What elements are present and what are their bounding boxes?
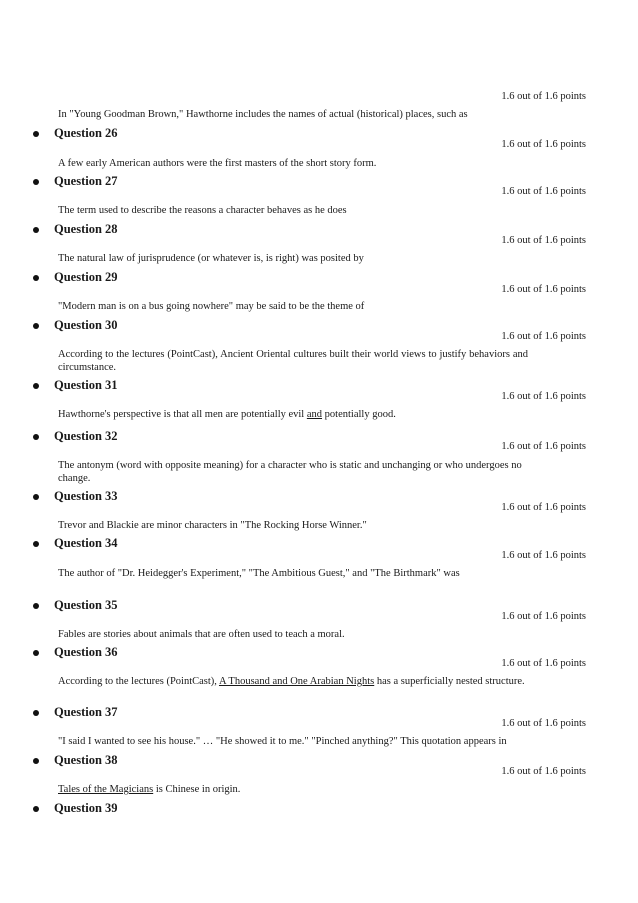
points-score: 1.6 out of 1.6 points bbox=[501, 441, 586, 452]
question-text: According to the lectures (PointCast), A Thousand and One Arabian Nights has a superficially nested structure. bbox=[58, 676, 525, 687]
points-score: 1.6 out of 1.6 points bbox=[501, 718, 586, 729]
question-title: Question 37 bbox=[54, 705, 118, 719]
question-text: Tales of the Magicians is Chinese in origin. bbox=[58, 784, 241, 795]
question-title: Question 35 bbox=[54, 598, 118, 612]
question-text: According to the lectures (PointCast), Ancient Oriental cultures built their world views to justify behaviors and circumstance. bbox=[58, 349, 528, 373]
bullet-icon bbox=[33, 275, 39, 281]
bullet-icon bbox=[33, 131, 39, 137]
bullet-icon bbox=[33, 806, 39, 812]
bullet-icon bbox=[33, 710, 39, 716]
bullet-icon bbox=[33, 494, 39, 500]
points-score: 1.6 out of 1.6 points bbox=[501, 91, 586, 102]
question-text: "I said I wanted to see his house." … "He showed it to me." "Pinched anything?" This quotation appears in bbox=[58, 736, 507, 747]
question-text: The antonym (word with opposite meaning) for a character who is static and unchanging or who undergoes no change. bbox=[58, 460, 522, 484]
question-title: Question 36 bbox=[54, 645, 118, 659]
question-title: Question 29 bbox=[54, 270, 118, 284]
points-score: 1.6 out of 1.6 points bbox=[501, 139, 586, 150]
bullet-icon bbox=[33, 323, 39, 329]
points-score: 1.6 out of 1.6 points bbox=[501, 331, 586, 342]
bullet-icon bbox=[33, 541, 39, 547]
points-score: 1.6 out of 1.6 points bbox=[501, 766, 586, 777]
question-title: Question 32 bbox=[54, 429, 118, 443]
question-text: The author of "Dr. Heidegger's Experiment," "The Ambitious Guest," and "The Birthmark" was bbox=[58, 568, 460, 579]
book-title: Tales of the Magicians bbox=[58, 784, 154, 795]
bullet-icon bbox=[33, 179, 39, 185]
bullet-icon bbox=[33, 758, 39, 764]
points-score: 1.6 out of 1.6 points bbox=[501, 658, 586, 669]
bullet-icon bbox=[33, 434, 39, 440]
question-title: Question 26 bbox=[54, 126, 118, 140]
question-title: Question 39 bbox=[54, 801, 118, 815]
points-score: 1.6 out of 1.6 points bbox=[501, 611, 586, 622]
bullet-icon bbox=[33, 603, 39, 609]
question-text: Fables are stories about animals that are often used to teach a moral. bbox=[58, 629, 345, 640]
question-title: Question 33 bbox=[54, 489, 118, 503]
question-text: The term used to describe the reasons a character behaves as he does bbox=[58, 205, 347, 216]
question-title: Question 27 bbox=[54, 174, 118, 188]
points-score: 1.6 out of 1.6 points bbox=[501, 502, 586, 513]
question-text: The natural law of jurisprudence (or whatever is, is right) was posited by bbox=[58, 253, 364, 264]
bullet-icon bbox=[33, 227, 39, 233]
underlined-word: and bbox=[306, 409, 323, 420]
question-title: Question 30 bbox=[54, 318, 118, 332]
question-text: Hawthorne's perspective is that all men are potentially evil and potentially good. bbox=[58, 409, 396, 420]
question-text: Trevor and Blackie are minor characters in "The Rocking Horse Winner." bbox=[58, 520, 367, 531]
bullet-icon bbox=[33, 383, 39, 389]
question-title: Question 28 bbox=[54, 222, 118, 236]
points-score: 1.6 out of 1.6 points bbox=[501, 186, 586, 197]
points-score: 1.6 out of 1.6 points bbox=[501, 391, 586, 402]
book-title: A Thousand and One Arabian Nights bbox=[218, 676, 375, 687]
question-text: In "Young Goodman Brown," Hawthorne includes the names of actual (historical) places, such as bbox=[58, 109, 468, 120]
question-title: Question 38 bbox=[54, 753, 118, 767]
points-score: 1.6 out of 1.6 points bbox=[501, 235, 586, 246]
question-text: A few early American authors were the first masters of the short story form. bbox=[58, 158, 377, 169]
question-title: Question 31 bbox=[54, 378, 118, 392]
bullet-icon bbox=[33, 650, 39, 656]
points-score: 1.6 out of 1.6 points bbox=[501, 284, 586, 295]
question-text: "Modern man is on a bus going nowhere" may be said to be the theme of bbox=[58, 301, 365, 312]
question-title: Question 34 bbox=[54, 536, 118, 550]
points-score: 1.6 out of 1.6 points bbox=[501, 550, 586, 561]
